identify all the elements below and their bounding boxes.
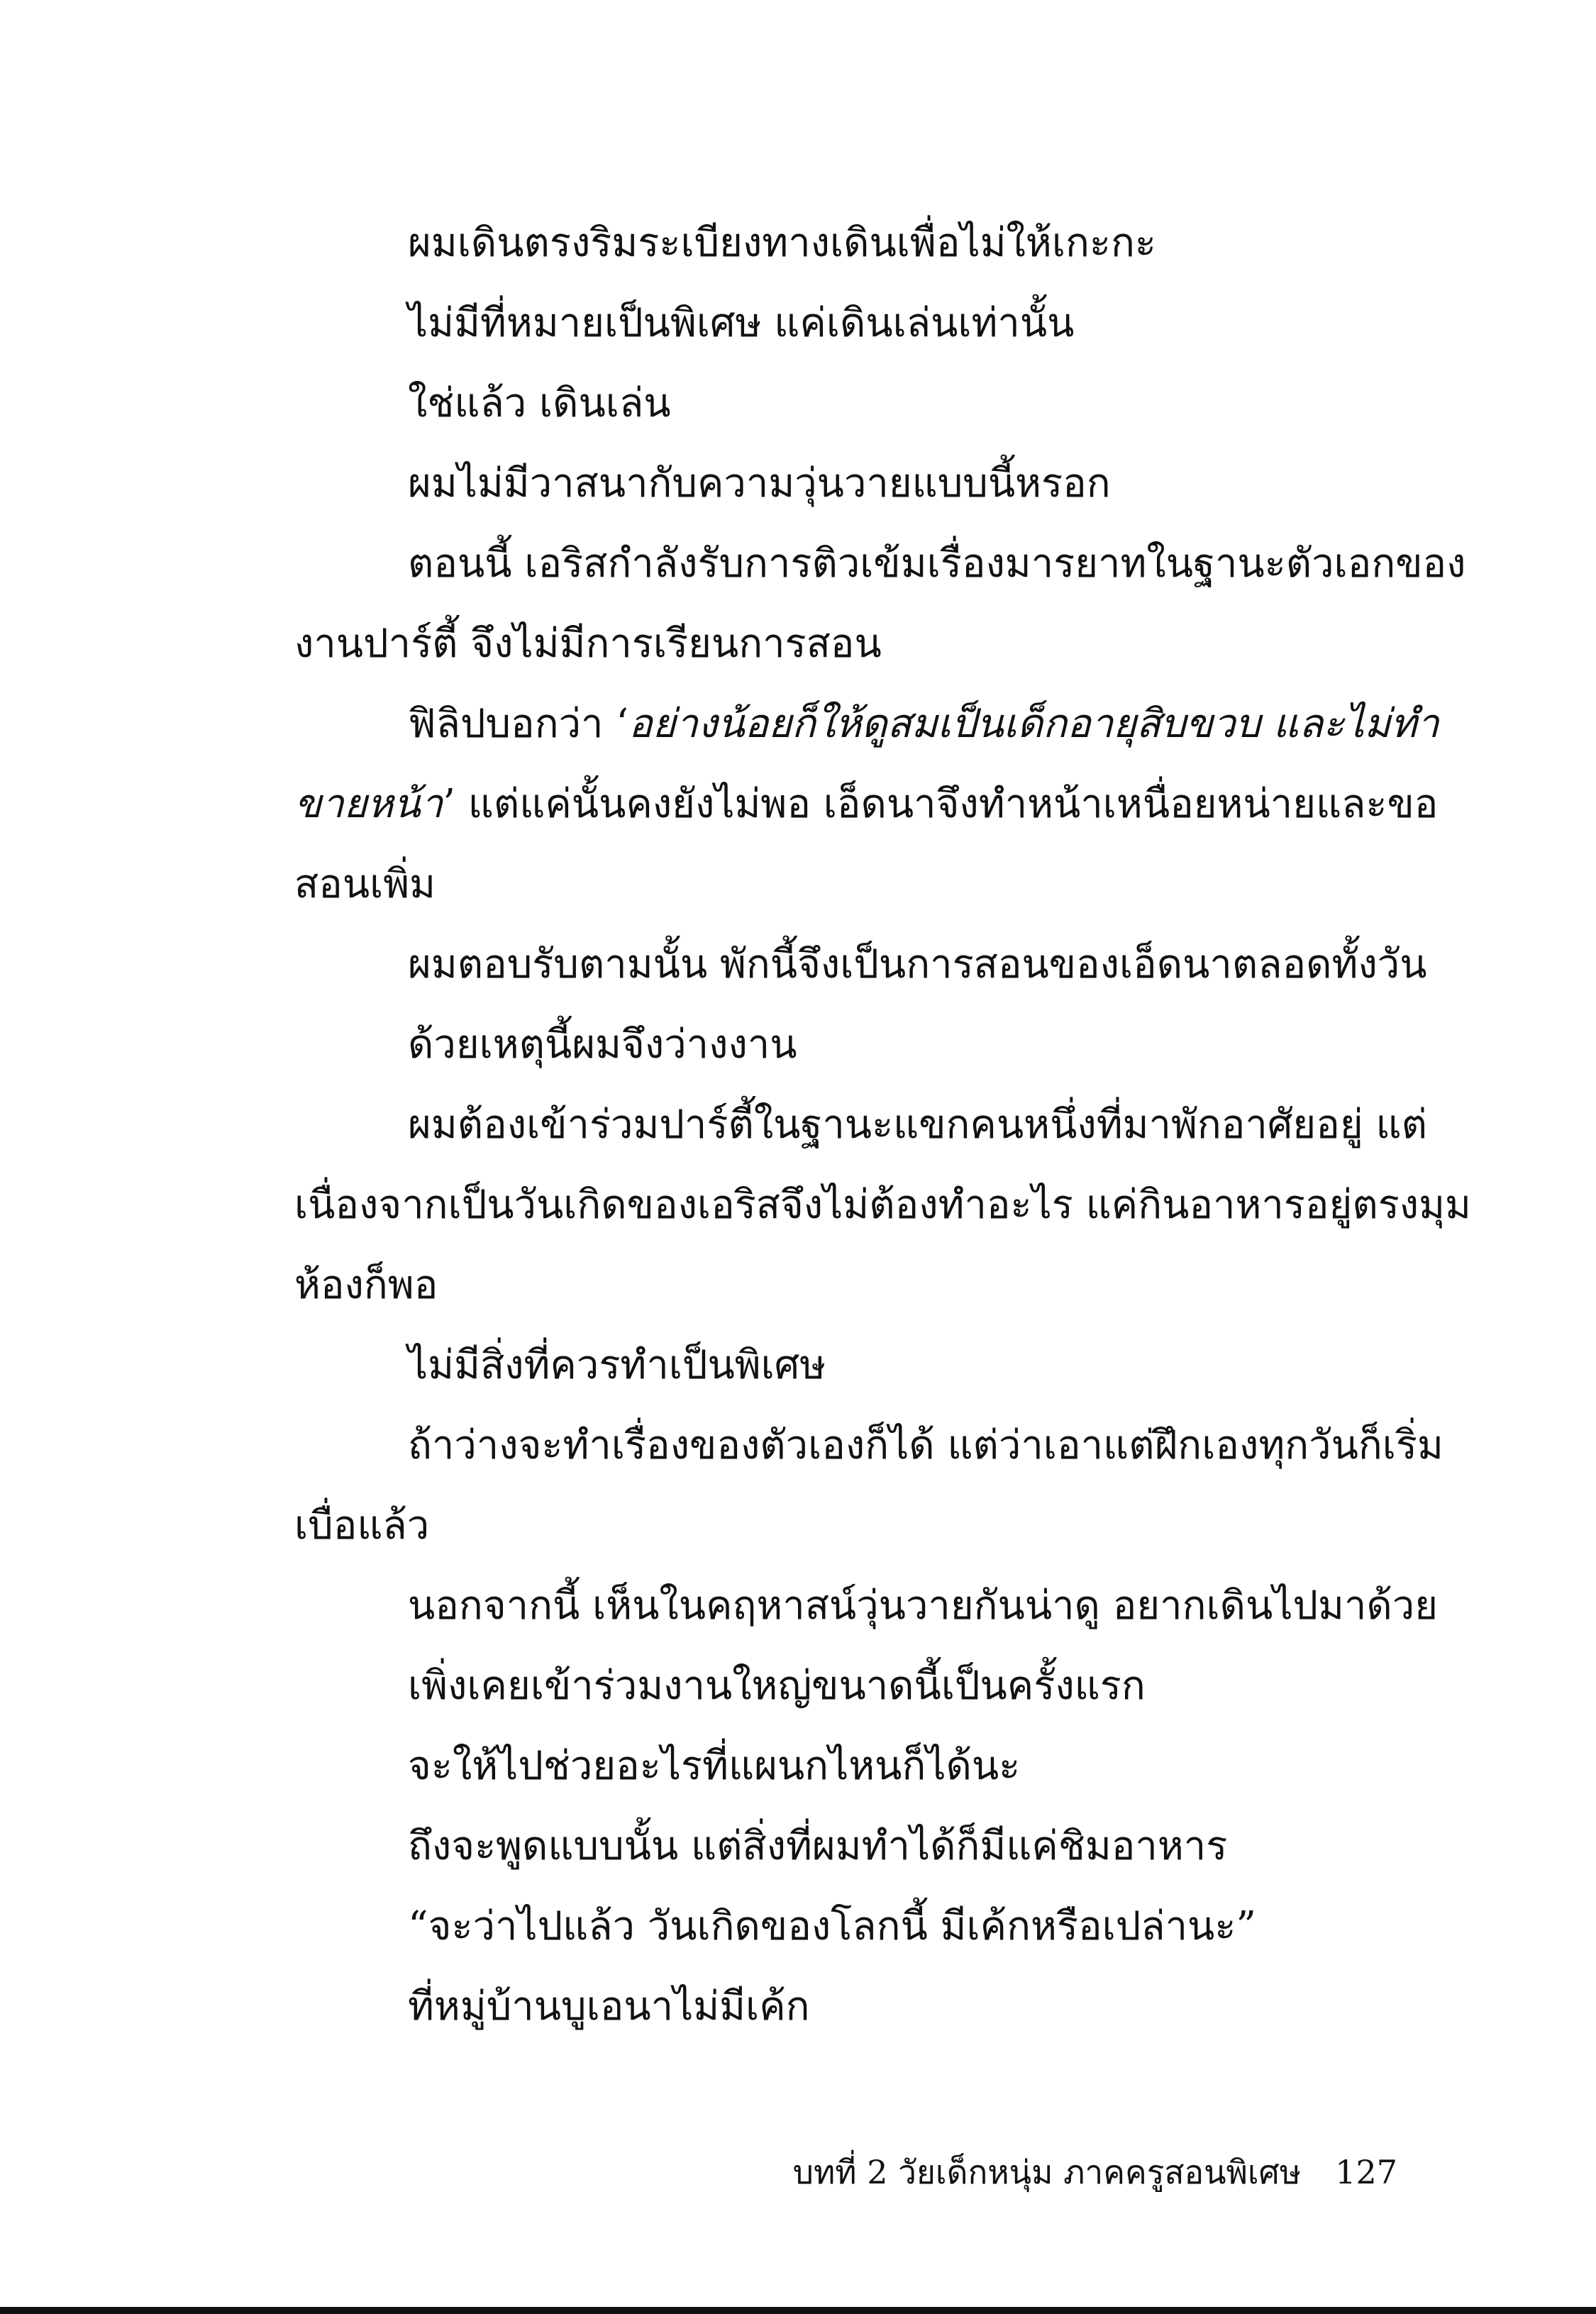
page-number: 127 (1335, 2153, 1397, 2191)
paragraph-6-after-quote: ’ แต่แค่นั้นคงยังไม่พอ เอ็ดนาจึงทำหน้าเหนื่อยหน่ายและขอ (443, 781, 1439, 827)
paragraph-10: ไม่มีสิ่งที่ควรทำเป็นพิเศษ (408, 1342, 826, 1388)
paragraph-11 (294, 1405, 1443, 1566)
paragraph-17: ที่หมู่บ้านบูเอนาไม่มีเค้ก (408, 1983, 810, 2030)
paragraph-6-intro: ฟิลิปบอกว่า ‘ (408, 701, 629, 747)
paragraph-9-line-2: เนื่องจากเป็นวันเกิดของเอริสจึงไม่ต้องทำอะไร แค่กินอาหารอยู่ตรงมุม (294, 1182, 1471, 1228)
paragraph-15: ถึงจะพูดแบบนั้น แต่สิ่งที่ผมทำได้ก็มีแค่ชิมอาหาร (408, 1823, 1228, 1869)
page-footer (780, 2147, 1397, 2198)
paragraph-6-line-2 (294, 764, 1439, 844)
paragraph-5-line-2: งานปาร์ตี้ จึงไม่มีการเรียนการสอน (294, 621, 882, 667)
paragraph-13: เพิ่งเคยเข้าร่วมงานใหญ่ขนาดนี้เป็นครั้งแรก (408, 1663, 1146, 1709)
paragraph-5 (294, 524, 1466, 684)
paragraph-9-line-3: ห้องก็พอ (294, 1262, 438, 1308)
paragraph-6 (294, 684, 1439, 924)
paragraph-11-line-2: เบื่อแล้ว (294, 1502, 430, 1549)
paragraph-7: ผมตอบรับตามนั้น พักนี้จึงเป็นการสอนของเอ็ดนาตลอดทั้งวัน (408, 941, 1427, 987)
paragraph-6-quote-part-1: อย่างน้อยก็ให้ดูสมเป็นเด็กอายุสิบขวบ และไม่ทำ (628, 701, 1439, 747)
paragraph-2: ไม่มีที่หมายเป็นพิเศษ แค่เดินเล่นเท่านั้น (408, 300, 1075, 346)
body-text (294, 203, 1471, 2047)
paragraph-6-quote-part-2: ขายหน้า (294, 781, 443, 827)
paragraph-6-line-3: สอนเพิ่ม (294, 861, 436, 907)
paragraph-9 (294, 1085, 1471, 1325)
paragraph-14: จะให้ไปช่วยอะไรที่แผนกไหนก็ได้นะ (408, 1743, 1021, 1789)
paragraph-4: ผมไม่มีวาสนากับความวุ่นวายแบบนี้หรอก (408, 460, 1111, 506)
paragraph-12: นอกจากนี้ เห็นในคฤหาสน์วุ่นวายกันน่าดู อยากเดินไปมาด้วย (408, 1583, 1439, 1629)
paragraph-9-line-1: ผมต้องเข้าร่วมปาร์ตี้ในฐานะแขกคนหนึ่งที่มาพักอาศัยอยู่ แต่ (408, 1102, 1427, 1148)
paragraph-1: ผมเดินตรงริมระเบียงทางเดินเพื่อไม่ให้เกะกะ (408, 220, 1156, 266)
paragraph-5-line-1: ตอนนี้ เอริสกำลังรับการติวเข้มเรื่องมารยาทในฐานะตัวเอกของ (408, 541, 1466, 587)
chapter-running-title: บทที่ 2 วัยเด็กหนุ่ม ภาคครูสอนพิเศษ (792, 2153, 1302, 2191)
paragraph-3: ใช่แล้ว เดินเล่น (408, 380, 671, 426)
paragraph-16-dialogue: “จะว่าไปแล้ว วันเกิดของโลกนี้ มีเค้กหรือเปล่านะ” (408, 1903, 1257, 1949)
paragraph-8: ด้วยเหตุนี้ผมจึงว่างงาน (408, 1022, 797, 1068)
paragraph-11-line-1: ถ้าว่างจะทำเรื่องของตัวเองก็ได้ แต่ว่าเอาแต่ฝึกเองทุกวันก็เริ่ม (408, 1422, 1443, 1468)
paragraph-6-line-1 (294, 684, 1439, 764)
bottom-edge-rule (0, 2307, 1596, 2314)
